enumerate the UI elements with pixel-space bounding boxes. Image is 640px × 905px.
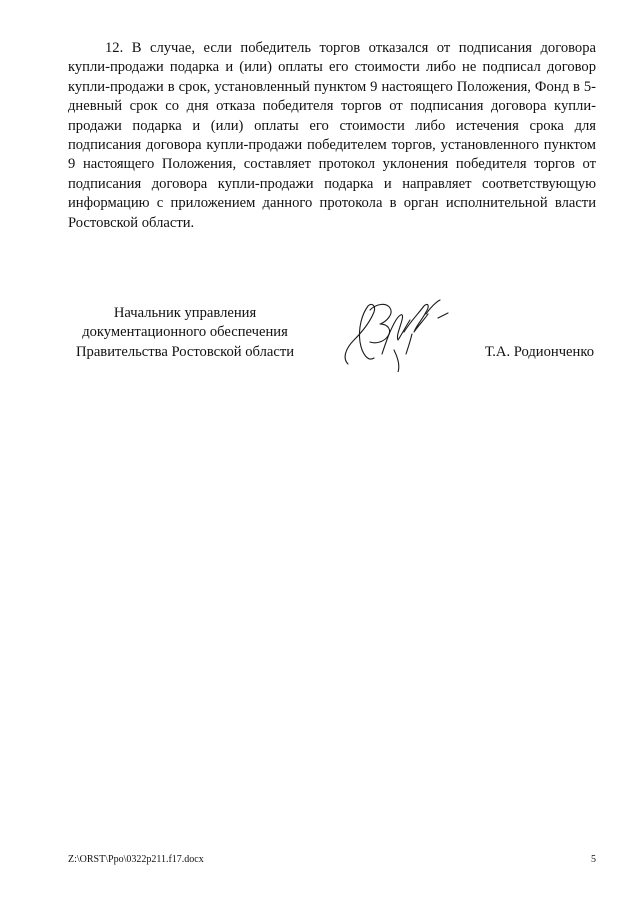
footer-file-path: Z:\ORST\Ppo\0322p211.f17.docx xyxy=(68,854,204,865)
signatory-title-line-1: Начальник управления xyxy=(113,305,257,321)
paragraph-12: 12. В случае, если победитель торгов отказался от подписания договора купли-продажи подарка и (или) оплаты его стоимости либо не подписал договор купли-продажи в срок, установленный пунктом 9 настоящего Положения, Фонд в 5-дневный срок со дня отказа победителя торгов от подписания договора купли-продажи подарка и (или) оплаты его стоимости либо истечения срока для подписания договора купли-продажи победителем торгов, установленного пунктом 9 настоящего Положения, составляет протокол уклонения победителя торгов от подписания договора купли-продажи подарка и направляет соответствующую информацию с приложением данного протокола в орган исполнительной власти Ростовской области. xyxy=(68,40,596,231)
signatory-name: Т.А. Родионченко xyxy=(484,344,594,360)
signatory-title xyxy=(50,304,320,362)
signatory-title-line-2: документационного обеспечения xyxy=(82,324,288,341)
signatory-title-line-3: Правительства Ростовской области xyxy=(75,343,295,360)
footer-page-number: 5 xyxy=(591,854,596,865)
handwritten-signature xyxy=(340,292,460,372)
